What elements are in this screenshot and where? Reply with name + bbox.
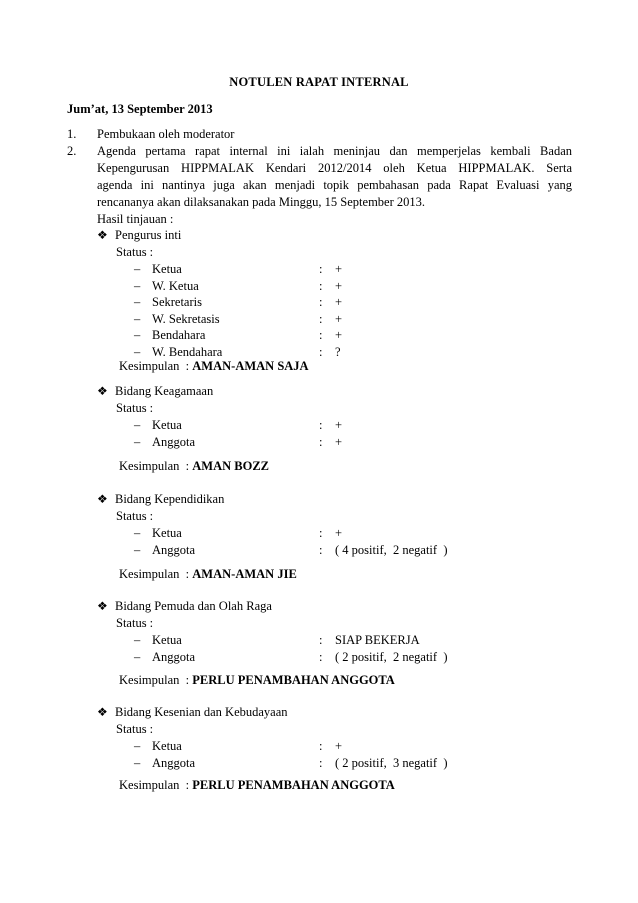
colon-separator: :: [319, 418, 323, 432]
dash-bullet-icon: –: [134, 344, 141, 359]
document-title: NOTULEN RAPAT INTERNAL: [229, 75, 409, 89]
colon-separator: :: [319, 278, 323, 293]
hasil-tinjauan-label: Hasil tinjauan :: [97, 212, 174, 226]
colon-separator: :: [319, 755, 323, 770]
role-name: Anggota: [152, 755, 196, 770]
diamond-bullet-icon: ❖: [97, 228, 108, 242]
kesimpulan-line: [119, 777, 395, 794]
colon-separator: :: [319, 739, 323, 753]
role-status-value: ?: [335, 344, 341, 359]
dash-bullet-icon: –: [134, 311, 141, 326]
colon-separator: :: [319, 311, 323, 326]
role-name: Ketua: [152, 633, 182, 647]
status-row: [97, 525, 557, 542]
dash-bullet-icon: –: [134, 262, 141, 276]
dash-bullet-icon: –: [134, 418, 141, 432]
status-label: Status :: [116, 401, 154, 415]
kesimpulan-line: [119, 566, 297, 583]
section-name: Bidang Kependidikan: [115, 492, 225, 506]
kesimpulan-label: Kesimpulan: [119, 359, 180, 373]
kesimpulan-label: Kesimpulan: [119, 459, 180, 473]
role-name: Anggota: [152, 542, 196, 557]
diamond-bullet-icon: ❖: [97, 384, 108, 398]
role-name: Ketua: [152, 418, 182, 432]
role-status-value: +: [335, 328, 343, 342]
dash-bullet-icon: –: [134, 295, 141, 309]
meeting-date: Jum’at, 13 September 2013: [67, 102, 213, 116]
role-status-value: +: [335, 278, 343, 293]
role-status-value: +: [335, 739, 343, 753]
role-status-value: +: [335, 526, 343, 540]
kesimpulan-separator: :: [179, 567, 193, 581]
agenda-line: agenda ini nantinya juga akan menjadi topik pembahasan pada Rapat Evaluasi yang: [97, 178, 572, 192]
section-name: Pengurus inti: [115, 228, 182, 242]
role-status-value: +: [335, 311, 343, 326]
section-heading: [97, 491, 557, 508]
status-label: Status :: [116, 245, 154, 259]
status-row: [97, 417, 557, 434]
status-row: [97, 542, 557, 559]
role-status-value: +: [335, 262, 343, 276]
colon-separator: :: [319, 295, 323, 309]
kesimpulan-value: AMAN-AMAN SAJA: [192, 359, 309, 373]
status-row: [97, 327, 557, 344]
role-status-value: ( 4 positif, 2 negatif ): [335, 542, 448, 557]
colon-separator: :: [319, 526, 323, 540]
status-row: [97, 755, 557, 772]
status-row: [97, 649, 557, 666]
status-label: Status :: [116, 722, 154, 736]
section-heading: [97, 227, 557, 244]
dash-bullet-icon: –: [134, 526, 141, 540]
review-section: [97, 491, 557, 558]
agenda-line: Pembukaan oleh moderator: [97, 127, 235, 141]
agenda-number: 1.: [67, 127, 77, 141]
review-section: [97, 383, 557, 450]
kesimpulan-value: PERLU PENAMBAHAN ANGGOTA: [192, 673, 395, 687]
colon-separator: :: [319, 542, 323, 557]
agenda-number: 2.: [67, 144, 77, 158]
dash-bullet-icon: –: [134, 278, 141, 293]
kesimpulan-separator: :: [179, 778, 193, 792]
colon-separator: :: [319, 434, 323, 449]
colon-separator: :: [319, 262, 323, 276]
kesimpulan-value: AMAN BOZZ: [192, 459, 270, 473]
dash-bullet-icon: –: [134, 328, 141, 342]
dash-bullet-icon: –: [134, 755, 141, 770]
dash-bullet-icon: –: [134, 739, 141, 753]
status-row: [97, 434, 557, 451]
colon-separator: :: [319, 649, 323, 664]
kesimpulan-value: AMAN-AMAN JIE: [192, 567, 297, 581]
review-section: [97, 704, 557, 771]
review-section: [97, 598, 557, 665]
section-heading: [97, 704, 557, 721]
status-row: [97, 294, 557, 311]
status-label: Status :: [116, 509, 154, 523]
role-status-value: +: [335, 295, 343, 309]
agenda-text: [97, 143, 572, 211]
section-name: Bidang Keagamaan: [115, 384, 214, 398]
agenda-line: Kepengurusan HIPPMALAK Kendari 2012/2014 oleh Ketua HIPPMALAK. Serta: [97, 161, 572, 175]
role-name: Ketua: [152, 526, 182, 540]
diamond-bullet-icon: ❖: [97, 705, 108, 719]
kesimpulan-label: Kesimpulan: [119, 673, 180, 687]
role-name: Ketua: [152, 739, 182, 753]
role-name: Anggota: [152, 649, 196, 664]
role-status-value: SIAP BEKERJA: [335, 633, 420, 647]
dash-bullet-icon: –: [134, 542, 141, 557]
kesimpulan-line: [119, 358, 309, 375]
role-name: Ketua: [152, 262, 182, 276]
agenda-line: rencananya akan dilaksanakan pada Minggu, 15 September 2013.: [97, 195, 426, 209]
dash-bullet-icon: –: [134, 649, 141, 664]
status-label: Status :: [116, 616, 154, 630]
role-name: Anggota: [152, 434, 196, 449]
colon-separator: :: [319, 328, 323, 342]
role-status-value: +: [335, 418, 343, 432]
kesimpulan-separator: :: [179, 359, 193, 373]
status-row: [97, 738, 557, 755]
kesimpulan-line: [119, 672, 395, 689]
agenda-item-2: [67, 143, 572, 211]
agenda-list: [67, 126, 572, 211]
role-name: Sekretaris: [152, 295, 202, 309]
status-row: [97, 311, 557, 328]
diamond-bullet-icon: ❖: [97, 599, 108, 613]
section-name: Bidang Kesenian dan Kebudayaan: [115, 705, 288, 719]
review-section: [97, 227, 557, 360]
kesimpulan-label: Kesimpulan: [119, 567, 180, 581]
role-name: Bendahara: [152, 328, 206, 342]
kesimpulan-line: [119, 458, 269, 475]
role-name: W. Ketua: [152, 278, 199, 293]
status-row: [97, 261, 557, 278]
role-name: W. Sekretasis: [152, 311, 220, 326]
agenda-line: Agenda pertama rapat internal ini ialah meninjau dan memperjelas kembali Badan: [97, 144, 572, 158]
kesimpulan-separator: :: [179, 673, 193, 687]
role-status-value: ( 2 positif, 3 negatif ): [335, 755, 448, 770]
dash-bullet-icon: –: [134, 633, 141, 647]
role-status-value: ( 2 positif, 2 negatif ): [335, 649, 448, 664]
section-name: Bidang Pemuda dan Olah Raga: [115, 599, 272, 613]
agenda-item-1: [67, 126, 572, 143]
role-name: W. Bendahara: [152, 344, 223, 359]
dash-bullet-icon: –: [134, 434, 141, 449]
kesimpulan-value: PERLU PENAMBAHAN ANGGOTA: [192, 778, 395, 792]
section-heading: [97, 383, 557, 400]
status-row: [97, 278, 557, 295]
colon-separator: :: [319, 633, 323, 647]
kesimpulan-separator: :: [179, 459, 193, 473]
section-heading: [97, 598, 557, 615]
diamond-bullet-icon: ❖: [97, 492, 108, 506]
role-status-value: +: [335, 434, 343, 449]
status-row: [97, 632, 557, 649]
colon-separator: :: [319, 344, 323, 359]
agenda-text: [97, 126, 572, 143]
kesimpulan-label: Kesimpulan: [119, 778, 180, 792]
